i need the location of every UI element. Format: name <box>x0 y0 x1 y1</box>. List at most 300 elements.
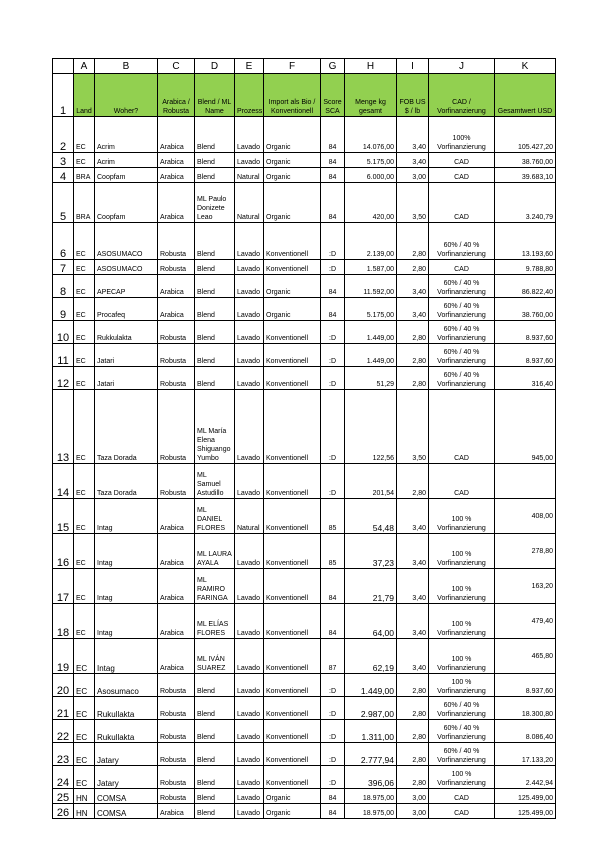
cad-cell: 60% / 40 % Vorfinanzierung <box>429 298 495 321</box>
import-cell: Organic <box>264 298 321 321</box>
arabica-robusta-cell: Arabica <box>158 117 195 153</box>
column-letter: I <box>397 59 429 74</box>
arabica-robusta-cell: Robusta <box>158 720 195 743</box>
gesamtwert-cell: 125.499,00 <box>495 804 556 819</box>
table-row <box>53 298 556 321</box>
row-number: 13 <box>53 390 74 464</box>
cad-cell: 60% / 40 % Vorfinanzierung <box>429 743 495 766</box>
prozess-cell: Lavado <box>235 569 264 604</box>
woher-cell: COMSA <box>95 789 158 804</box>
blend-cell: ML IVÁN SUAREZ <box>195 639 235 674</box>
land-cell: EC <box>74 223 95 260</box>
import-cell: Konventionell <box>264 390 321 464</box>
cad-cell: 100 % Vorfinanzierung <box>429 604 495 639</box>
score-cell: :D <box>321 367 345 390</box>
land-cell: EC <box>74 604 95 639</box>
woher-cell: Taza Dorada <box>95 390 158 464</box>
woher-cell: Jatary <box>95 766 158 789</box>
import-cell: Konventionell <box>264 321 321 344</box>
import-cell: Konventionell <box>264 569 321 604</box>
fob-cell: 2,80 <box>397 720 429 743</box>
gesamtwert-cell: 13.193,60 <box>495 223 556 260</box>
woher-cell: Taza Dorada <box>95 464 158 499</box>
arabica-robusta-cell: Robusta <box>158 321 195 344</box>
score-cell: :D <box>321 390 345 464</box>
import-cell: Konventionell <box>264 697 321 720</box>
woher-cell: Jatari <box>95 344 158 367</box>
menge-cell: 18.975,00 <box>345 789 397 804</box>
cad-cell: CAD <box>429 390 495 464</box>
header-row <box>53 74 556 117</box>
land-cell: EC <box>74 367 95 390</box>
arabica-robusta-cell: Arabica <box>158 168 195 183</box>
table-row <box>53 604 556 639</box>
gesamtwert-cell: 163,20 <box>495 569 556 604</box>
blend-cell: ML RAMIRO FARINGA <box>195 569 235 604</box>
fob-cell: 2,80 <box>397 260 429 275</box>
woher-cell: Intag <box>95 604 158 639</box>
blend-cell: Blend <box>195 789 235 804</box>
arabica-robusta-cell: Robusta <box>158 367 195 390</box>
table-row <box>53 804 556 819</box>
menge-cell: 5.175,00 <box>345 153 397 168</box>
column-letter: H <box>345 59 397 74</box>
blend-cell: ML DANIEL FLORES <box>195 499 235 534</box>
spreadsheet-table <box>52 58 556 819</box>
table-row <box>53 390 556 464</box>
row-number: 5 <box>53 183 74 223</box>
prozess-cell: Natural <box>235 183 264 223</box>
land-cell: EC <box>74 569 95 604</box>
score-cell: 84 <box>321 183 345 223</box>
row-number: 21 <box>53 697 74 720</box>
woher-cell: Jatary <box>95 743 158 766</box>
arabica-robusta-cell: Arabica <box>158 639 195 674</box>
land-cell: BRA <box>74 183 95 223</box>
fob-cell: 3,40 <box>397 298 429 321</box>
row-number: 14 <box>53 464 74 499</box>
row-number: 8 <box>53 275 74 298</box>
import-cell: Konventionell <box>264 720 321 743</box>
table-row <box>53 321 556 344</box>
import-cell: Organic <box>264 789 321 804</box>
menge-cell: 2.777,94 <box>345 743 397 766</box>
menge-cell: 1.449,00 <box>345 344 397 367</box>
import-cell: Konventionell <box>264 367 321 390</box>
header-prozess: Prozess <box>235 74 264 117</box>
row-number: 12 <box>53 367 74 390</box>
land-cell: HN <box>74 804 95 819</box>
import-cell: Konventionell <box>264 260 321 275</box>
blend-cell: Blend <box>195 153 235 168</box>
column-letter: E <box>235 59 264 74</box>
blend-cell: ML María Elena Shiguango Yumbo <box>195 390 235 464</box>
gesamtwert-cell: 479,40 <box>495 604 556 639</box>
import-cell: Konventionell <box>264 674 321 697</box>
arabica-robusta-cell: Arabica <box>158 569 195 604</box>
cad-cell: CAD <box>429 183 495 223</box>
arabica-robusta-cell: Arabica <box>158 298 195 321</box>
blend-cell: Blend <box>195 766 235 789</box>
score-cell: 84 <box>321 275 345 298</box>
gesamtwert-cell: 38.760,00 <box>495 298 556 321</box>
prozess-cell: Lavado <box>235 697 264 720</box>
import-cell: Organic <box>264 168 321 183</box>
prozess-cell: Lavado <box>235 464 264 499</box>
fob-cell: 2,80 <box>397 367 429 390</box>
row-number: 20 <box>53 674 74 697</box>
blend-cell: Blend <box>195 168 235 183</box>
import-cell: Konventionell <box>264 499 321 534</box>
land-cell: EC <box>74 153 95 168</box>
fob-cell: 3,40 <box>397 499 429 534</box>
prozess-cell: Lavado <box>235 367 264 390</box>
column-letter: K <box>495 59 556 74</box>
land-cell: EC <box>74 260 95 275</box>
gesamtwert-cell: 38.760,00 <box>495 153 556 168</box>
menge-cell: 64,00 <box>345 604 397 639</box>
fob-cell: 3,50 <box>397 183 429 223</box>
cad-cell: 60% / 40 % Vorfinanzierung <box>429 321 495 344</box>
arabica-robusta-cell: Robusta <box>158 260 195 275</box>
blend-cell: Blend <box>195 674 235 697</box>
woher-cell: Intag <box>95 499 158 534</box>
cad-cell: 100 % Vorfinanzierung <box>429 569 495 604</box>
blend-cell: Blend <box>195 223 235 260</box>
cad-cell: 100 % Vorfinanzierung <box>429 674 495 697</box>
cad-cell: CAD <box>429 153 495 168</box>
cad-cell: CAD <box>429 168 495 183</box>
fob-cell: 2,80 <box>397 321 429 344</box>
row-number: 25 <box>53 789 74 804</box>
arabica-robusta-cell: Robusta <box>158 390 195 464</box>
land-cell: EC <box>74 464 95 499</box>
blend-cell: ML Paulo Donizete Leao <box>195 183 235 223</box>
cad-cell: 100% Vorfinanzierung <box>429 117 495 153</box>
blend-cell: Blend <box>195 321 235 344</box>
land-cell: EC <box>74 321 95 344</box>
land-cell: EC <box>74 697 95 720</box>
score-cell: :D <box>321 697 345 720</box>
cad-cell: CAD <box>429 789 495 804</box>
woher-cell: COMSA <box>95 804 158 819</box>
import-cell: Konventionell <box>264 534 321 569</box>
cad-cell: 60% / 40 % Vorfinanzierung <box>429 367 495 390</box>
woher-cell: Coopfam <box>95 168 158 183</box>
score-cell: 85 <box>321 534 345 569</box>
land-cell: EC <box>74 639 95 674</box>
gesamtwert-cell: 278,80 <box>495 534 556 569</box>
woher-cell: Rukkulakta <box>95 321 158 344</box>
prozess-cell: Lavado <box>235 604 264 639</box>
arabica-robusta-cell: Robusta <box>158 766 195 789</box>
table-row <box>53 117 556 153</box>
prozess-cell: Natural <box>235 168 264 183</box>
import-cell: Konventionell <box>264 464 321 499</box>
score-cell: 87 <box>321 639 345 674</box>
land-cell: EC <box>74 275 95 298</box>
import-cell: Organic <box>264 117 321 153</box>
row-number: 16 <box>53 534 74 569</box>
prozess-cell: Lavado <box>235 223 264 260</box>
prozess-cell: Lavado <box>235 743 264 766</box>
prozess-cell: Lavado <box>235 260 264 275</box>
import-cell: Organic <box>264 183 321 223</box>
fob-cell: 2,80 <box>397 743 429 766</box>
menge-cell: 1.311,00 <box>345 720 397 743</box>
land-cell: EC <box>74 720 95 743</box>
woher-cell: Rukullakta <box>95 720 158 743</box>
cad-cell: 100 % Vorfinanzierung <box>429 499 495 534</box>
score-cell: :D <box>321 260 345 275</box>
menge-cell: 201,54 <box>345 464 397 499</box>
row-number: 24 <box>53 766 74 789</box>
row-number: 6 <box>53 223 74 260</box>
gesamtwert-cell: 8.086,40 <box>495 720 556 743</box>
table-row <box>53 534 556 569</box>
score-cell: 84 <box>321 298 345 321</box>
gesamtwert-cell: 2.442,94 <box>495 766 556 789</box>
menge-cell: 6.000,00 <box>345 168 397 183</box>
prozess-cell: Lavado <box>235 789 264 804</box>
blend-cell: Blend <box>195 743 235 766</box>
row-number: 9 <box>53 298 74 321</box>
row-number: 22 <box>53 720 74 743</box>
table-row <box>53 260 556 275</box>
blend-cell: ML LAURA AYALA <box>195 534 235 569</box>
prozess-cell: Lavado <box>235 153 264 168</box>
corner-cell <box>53 59 74 74</box>
land-cell: BRA <box>74 168 95 183</box>
score-cell: 84 <box>321 569 345 604</box>
arabica-robusta-cell: Robusta <box>158 697 195 720</box>
prozess-cell: Lavado <box>235 275 264 298</box>
land-cell: EC <box>74 743 95 766</box>
column-letter: D <box>195 59 235 74</box>
table-row <box>53 464 556 499</box>
menge-cell: 1.587,00 <box>345 260 397 275</box>
blend-cell: Blend <box>195 275 235 298</box>
header-cad: CAD / Vorfinanzierung <box>429 74 495 117</box>
arabica-robusta-cell: Robusta <box>158 789 195 804</box>
table-row <box>53 223 556 260</box>
cad-cell: 60% / 40 % Vorfinanzierung <box>429 720 495 743</box>
fob-cell: 3,40 <box>397 639 429 674</box>
import-cell: Konventionell <box>264 223 321 260</box>
import-cell: Konventionell <box>264 639 321 674</box>
table-row <box>53 275 556 298</box>
import-cell: Konventionell <box>264 604 321 639</box>
row-number: 10 <box>53 321 74 344</box>
arabica-robusta-cell: Arabica <box>158 153 195 168</box>
menge-cell: 396,06 <box>345 766 397 789</box>
woher-cell: Rukullakta <box>95 697 158 720</box>
header-gesamtwert: Gesamtwert USD <box>495 74 556 117</box>
cad-cell: CAD <box>429 464 495 499</box>
column-letter: B <box>95 59 158 74</box>
blend-cell: Blend <box>195 720 235 743</box>
score-cell: 84 <box>321 117 345 153</box>
row-number: 23 <box>53 743 74 766</box>
woher-cell: Procafeq <box>95 298 158 321</box>
arabica-robusta-cell: Arabica <box>158 499 195 534</box>
score-cell: :D <box>321 766 345 789</box>
table-row <box>53 674 556 697</box>
prozess-cell: Lavado <box>235 639 264 674</box>
gesamtwert-cell: 8.937,60 <box>495 674 556 697</box>
fob-cell: 3,40 <box>397 569 429 604</box>
header-arabica-robusta: Arabica / Robusta <box>158 74 195 117</box>
fob-cell: 3,40 <box>397 534 429 569</box>
menge-cell: 21,79 <box>345 569 397 604</box>
prozess-cell: Lavado <box>235 344 264 367</box>
fob-cell: 2,80 <box>397 697 429 720</box>
table-row <box>53 344 556 367</box>
table-row <box>53 789 556 804</box>
fob-cell: 3,00 <box>397 804 429 819</box>
cad-cell: CAD <box>429 260 495 275</box>
score-cell: :D <box>321 321 345 344</box>
blend-cell: Blend <box>195 298 235 321</box>
import-cell: Organic <box>264 804 321 819</box>
gesamtwert-cell: 8.937,60 <box>495 321 556 344</box>
cad-cell: 60% / 40 % Vorfinanzierung <box>429 223 495 260</box>
menge-cell: 51,29 <box>345 367 397 390</box>
prozess-cell: Lavado <box>235 321 264 344</box>
woher-cell: ASOSUMACO <box>95 260 158 275</box>
gesamtwert-cell: 945,00 <box>495 390 556 464</box>
prozess-cell: Lavado <box>235 117 264 153</box>
cad-cell: 100 % Vorfinanzierung <box>429 534 495 569</box>
score-cell: :D <box>321 720 345 743</box>
land-cell: EC <box>74 534 95 569</box>
menge-cell: 11.592,00 <box>345 275 397 298</box>
row-number: 11 <box>53 344 74 367</box>
column-letter: F <box>264 59 321 74</box>
menge-cell: 2.139,00 <box>345 223 397 260</box>
table-row <box>53 697 556 720</box>
woher-cell: Intag <box>95 639 158 674</box>
column-letter: C <box>158 59 195 74</box>
cad-cell: 100 % Vorfinanzierung <box>429 766 495 789</box>
table-row <box>53 743 556 766</box>
land-cell: EC <box>74 766 95 789</box>
cad-cell: 60% / 40 % Vorfinanzierung <box>429 697 495 720</box>
arabica-robusta-cell: Robusta <box>158 223 195 260</box>
column-letter: G <box>321 59 345 74</box>
menge-cell: 54,48 <box>345 499 397 534</box>
header-score: Score SCA <box>321 74 345 117</box>
column-letter-row <box>53 59 556 74</box>
row-number: 26 <box>53 804 74 819</box>
menge-cell: 14.076,00 <box>345 117 397 153</box>
blend-cell: Blend <box>195 344 235 367</box>
score-cell: :D <box>321 223 345 260</box>
cad-cell: 60% / 40 % Vorfinanzierung <box>429 344 495 367</box>
fob-cell: 2,80 <box>397 223 429 260</box>
gesamtwert-cell: 465,80 <box>495 639 556 674</box>
prozess-cell: Lavado <box>235 390 264 464</box>
gesamtwert-cell: 3.240,79 <box>495 183 556 223</box>
prozess-cell: Lavado <box>235 674 264 697</box>
land-cell: HN <box>74 789 95 804</box>
woher-cell: Acrim <box>95 117 158 153</box>
column-letter: J <box>429 59 495 74</box>
woher-cell: ASOSUMACO <box>95 223 158 260</box>
menge-cell: 37,23 <box>345 534 397 569</box>
import-cell: Organic <box>264 153 321 168</box>
row-number: 19 <box>53 639 74 674</box>
score-cell: :D <box>321 674 345 697</box>
table-row <box>53 766 556 789</box>
header-menge: Menge kg gesamt <box>345 74 397 117</box>
fob-cell: 3,00 <box>397 168 429 183</box>
woher-cell: Asosumaco <box>95 674 158 697</box>
woher-cell: Coopfam <box>95 183 158 223</box>
land-cell: EC <box>74 499 95 534</box>
row-number: 18 <box>53 604 74 639</box>
gesamtwert-cell: 408,00 <box>495 499 556 534</box>
land-cell: EC <box>74 390 95 464</box>
import-cell: Organic <box>264 275 321 298</box>
arabica-robusta-cell: Robusta <box>158 743 195 766</box>
blend-cell: Blend <box>195 697 235 720</box>
fob-cell: 3,40 <box>397 153 429 168</box>
prozess-cell: Lavado <box>235 534 264 569</box>
score-cell: 84 <box>321 168 345 183</box>
row-number: 3 <box>53 153 74 168</box>
cad-cell: 60% / 40 % Vorfinanzierung <box>429 275 495 298</box>
score-cell: :D <box>321 344 345 367</box>
row-number: 2 <box>53 117 74 153</box>
score-cell: 84 <box>321 789 345 804</box>
cad-cell: CAD <box>429 804 495 819</box>
arabica-robusta-cell: Arabica <box>158 183 195 223</box>
woher-cell: Jatari <box>95 367 158 390</box>
fob-cell: 2,80 <box>397 674 429 697</box>
header-blend-ml-name: Blend / ML Name <box>195 74 235 117</box>
fob-cell: 2,80 <box>397 344 429 367</box>
import-cell: Konventionell <box>264 344 321 367</box>
prozess-cell: Lavado <box>235 804 264 819</box>
score-cell: 84 <box>321 604 345 639</box>
table-row <box>53 569 556 604</box>
score-cell: :D <box>321 464 345 499</box>
column-letter: A <box>74 59 95 74</box>
row-number: 1 <box>53 74 74 117</box>
row-number: 4 <box>53 168 74 183</box>
gesamtwert-cell: 316,40 <box>495 367 556 390</box>
gesamtwert-cell: 9.788,80 <box>495 260 556 275</box>
prozess-cell: Lavado <box>235 720 264 743</box>
woher-cell: Intag <box>95 569 158 604</box>
row-number: 17 <box>53 569 74 604</box>
fob-cell: 3,40 <box>397 604 429 639</box>
menge-cell: 420,00 <box>345 183 397 223</box>
table-row <box>53 639 556 674</box>
score-cell: 84 <box>321 804 345 819</box>
menge-cell: 5.175,00 <box>345 298 397 321</box>
menge-cell: 18.975,00 <box>345 804 397 819</box>
woher-cell: Acrim <box>95 153 158 168</box>
arabica-robusta-cell: Robusta <box>158 344 195 367</box>
gesamtwert-cell: 125.499,00 <box>495 789 556 804</box>
blend-cell: ML Samuel Astudillo <box>195 464 235 499</box>
gesamtwert-cell: 8.937,60 <box>495 344 556 367</box>
arabica-robusta-cell: Arabica <box>158 804 195 819</box>
fob-cell: 2,80 <box>397 464 429 499</box>
gesamtwert-cell <box>495 464 556 499</box>
